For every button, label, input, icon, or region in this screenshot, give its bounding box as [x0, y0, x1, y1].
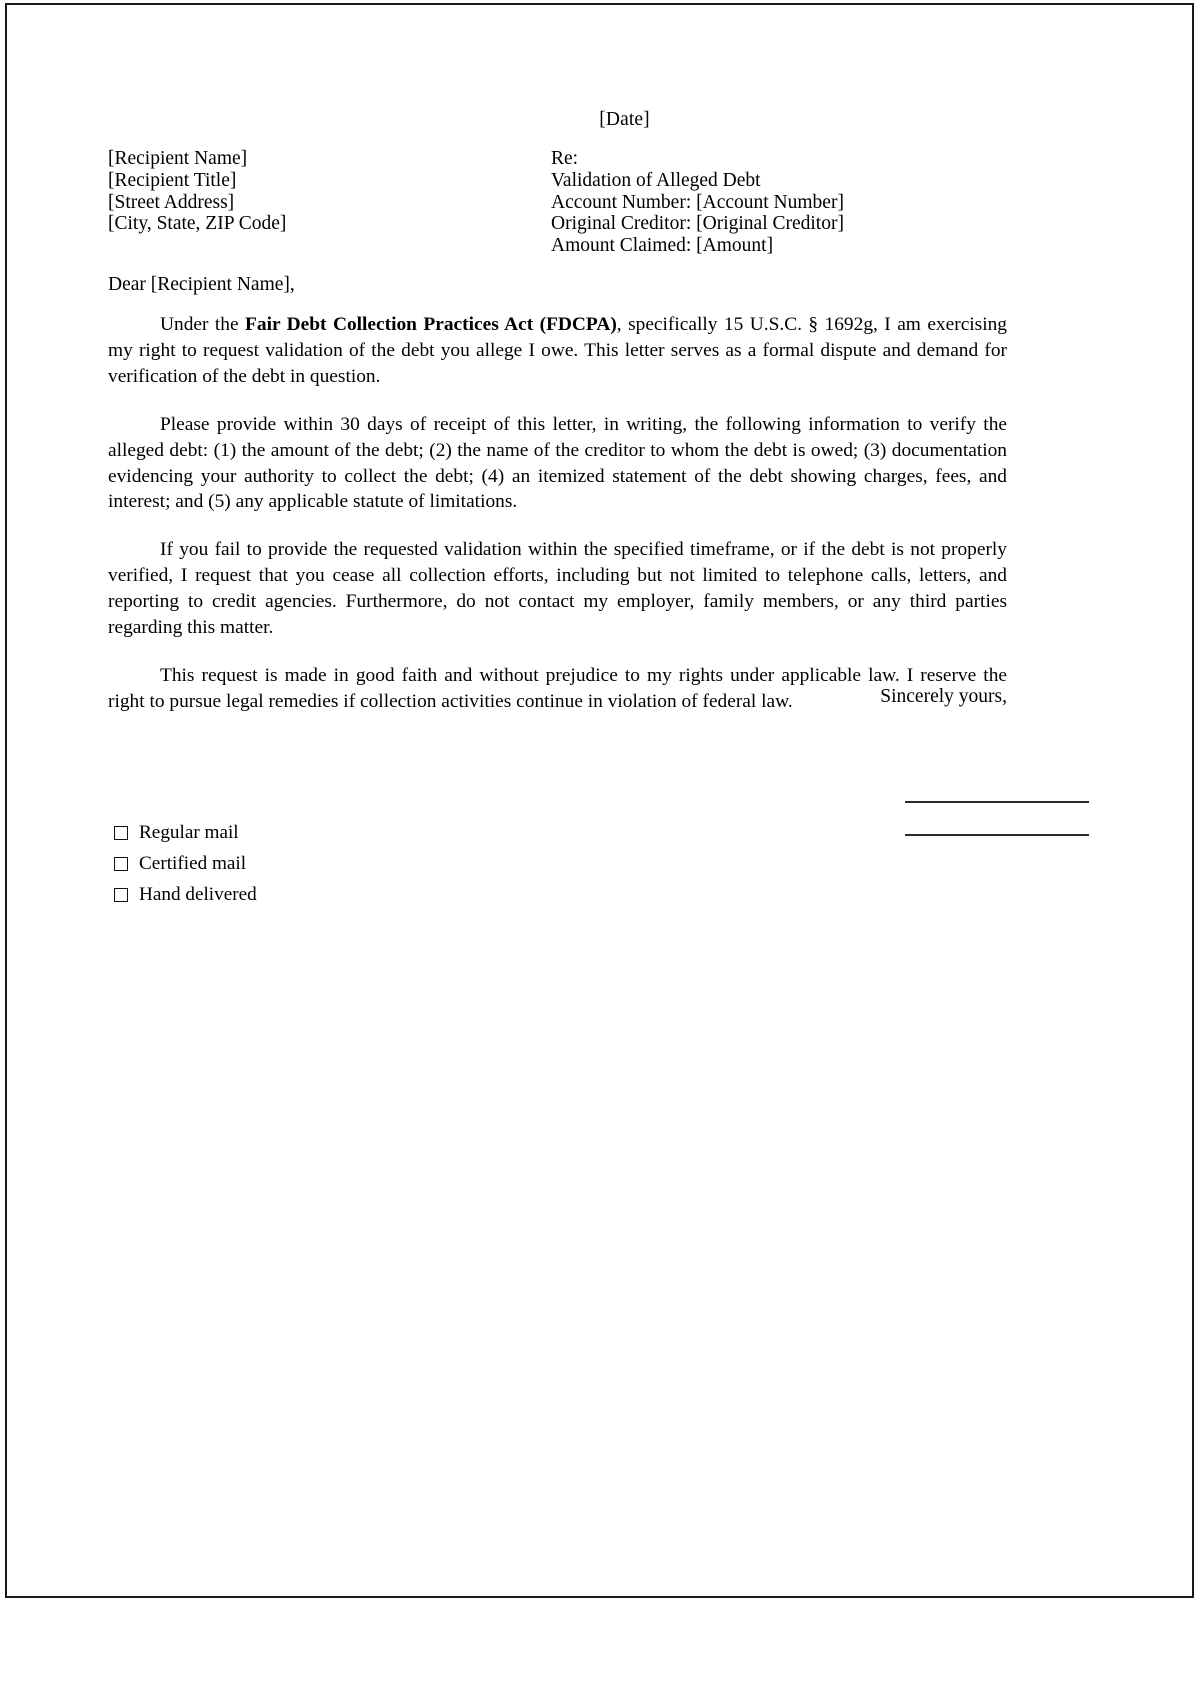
body-paragraph-3: If you fail to provide the requested validation within the specified timeframe, or if the debt is not properly verified, I request that you cease all collection efforts, including but not limited to telephone calls, letters, and reporting to credit agencies. Furthermore, do not contact my employer, family members, or any third parties regarding this matter. — [108, 539, 1007, 639]
fdcpa-act-name: Fair Debt Collection Practices Act (FDCPA) — [245, 314, 617, 335]
recipient-name: [Recipient Name] — [108, 148, 248, 169]
body-paragraph-1 — [108, 312, 1007, 390]
recipient-city-state-zip: [City, State, ZIP Code] — [108, 213, 287, 235]
letter-body — [108, 312, 1007, 715]
recipient-street-address: [Street Address] — [108, 191, 235, 213]
delivery-option-certified-mail[interactable] — [114, 849, 514, 879]
delivery-option-hand-delivered[interactable] — [114, 880, 514, 910]
reference-account-number: Account Number: [Account Number] — [551, 191, 844, 213]
delivery-option-label: Certified mail — [139, 853, 247, 874]
recipient-address-block — [108, 148, 551, 257]
delivery-option-regular-mail[interactable] — [114, 818, 514, 848]
recipient-title: [Recipient Title] — [108, 169, 237, 191]
signature-line-1[interactable] — [905, 801, 1089, 803]
delivery-method-list — [114, 818, 514, 911]
signature-line-2[interactable] — [905, 834, 1089, 836]
body-paragraph-2: Please provide within 30 days of receipt of this letter, in writing, the following information to verify the alleged debt: (1) the amount of the debt; (2) the name of the creditor to whom the debt is owed; (3) documentation evidencing your authority to collect the debt; (4) an itemized statement of the debt showing charges, fees, and interest; and (5) any applicable statute of limitations. — [108, 413, 1007, 513]
reference-amount-claimed: Amount Claimed: [Amount] — [551, 235, 774, 257]
paragraph-1-lead: Under the — [160, 314, 246, 335]
page-border — [5, 3, 1194, 1598]
body-paragraph-4: This request is made in good faith and without prejudice to my rights under applicable law. I reserve the right to pursue legal remedies if collection activities continue in violation of federal law. — [108, 664, 1007, 712]
letter-sheet — [7, 5, 1192, 1596]
date-value: [Date] — [599, 109, 650, 130]
salutation: Dear [Recipient Name], — [108, 274, 295, 295]
delivery-option-label: Hand delivered — [139, 884, 257, 905]
date-line — [7, 109, 1192, 131]
signature-lines — [905, 801, 1089, 836]
address-reference-block — [108, 148, 1108, 257]
checkbox-icon[interactable] — [114, 857, 128, 871]
reference-block — [551, 148, 1108, 257]
checkbox-icon[interactable] — [114, 888, 128, 902]
reference-subject: Validation of Alleged Debt — [551, 169, 761, 191]
reference-label: Re: — [551, 148, 579, 169]
closing-salutation: Sincerely yours, — [880, 686, 1007, 707]
checkbox-icon[interactable] — [114, 826, 128, 840]
reference-original-creditor: Original Creditor: [Original Creditor] — [551, 213, 844, 235]
paragraph-1-rest: , specifically 15 U.S.C. § 1692g, I am exercising my right to request validation of the debt you allege I owe. This letter serves as a formal dispute and demand for verification of the debt in question. — [108, 314, 1008, 387]
delivery-option-label: Regular mail — [139, 822, 239, 843]
